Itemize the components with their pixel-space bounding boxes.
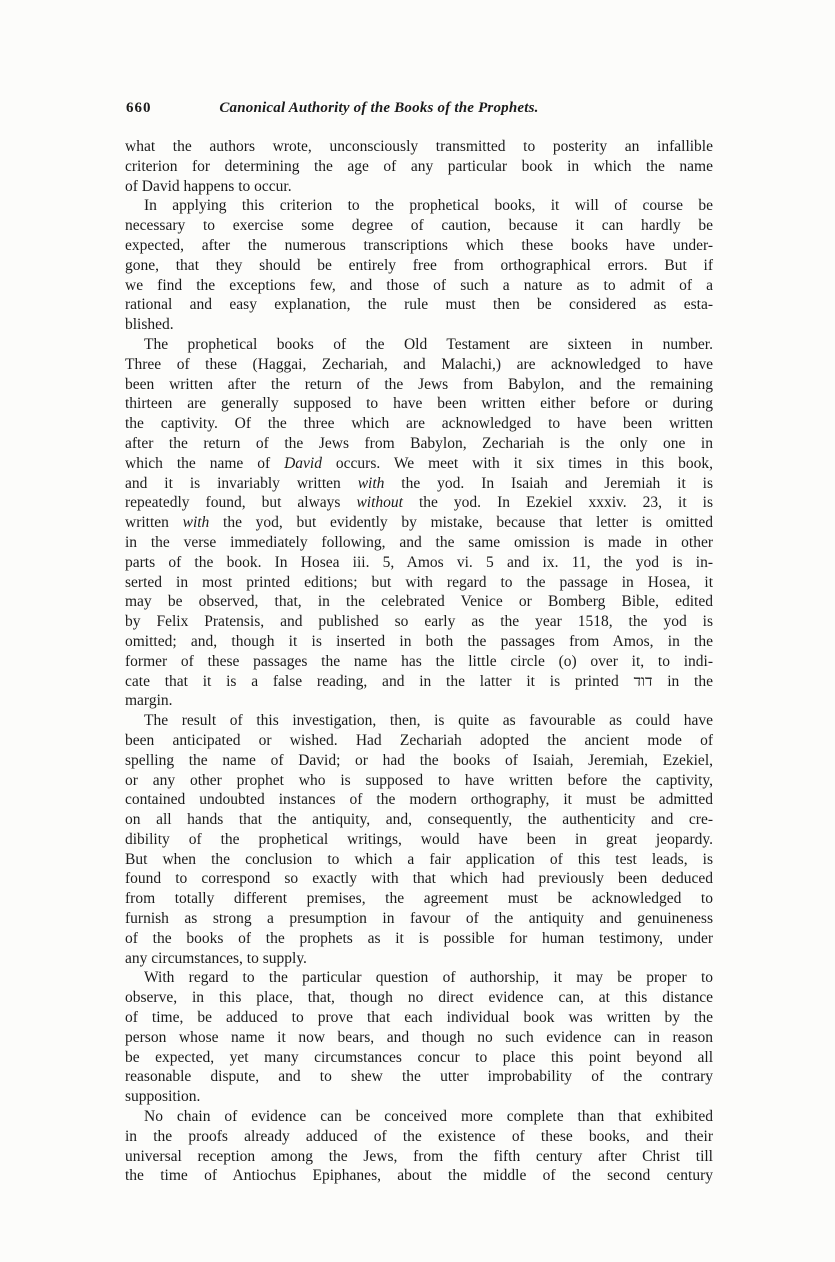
text-line: blished.: [125, 316, 174, 334]
text-line: been anticipated or wished. Had Zechariah adopted the ancient mode of: [125, 731, 713, 749]
text-line: of the books of the prophets as it is possible for human testimony, under: [125, 929, 713, 947]
text-line: been written after the return of the Jews from Babylon, and the remaining: [125, 375, 713, 393]
text-line: in the verse immediately following, and the same omission is made in other: [125, 533, 713, 551]
text-line: from totally different premises, the agreement must be acknowledged to: [125, 890, 713, 908]
text-line: expected, after the numerous transcriptions which these books have under-: [125, 236, 713, 254]
running-title: Canonical Authority of the Books of the Prophets.: [219, 100, 539, 116]
text-line: which the name of David occurs. We meet with it six times in this book,: [125, 454, 714, 472]
text-line: written with the yod, but evidently by mistake, because that letter is omitted: [125, 514, 713, 532]
text-line: thirteen are generally supposed to have been written either before or during: [125, 395, 713, 413]
paragraph: [125, 335, 713, 711]
text-line: rational and easy explanation, the rule must then be considered as esta-: [125, 296, 713, 314]
text-line: furnish as strong a presumption in favour of the antiquity and genuineness: [125, 910, 713, 928]
text-line: and it is invariably written with the yod. In Isaiah and Jeremiah it is: [125, 474, 714, 492]
page-header: [125, 100, 713, 137]
text-line: Three of these (Haggai, Zechariah, and Malachi,) are acknowledged to have: [125, 355, 713, 373]
text-line: the captivity. Of the three which are acknowledged to have been written: [125, 415, 713, 433]
text-line: we find the exceptions few, and those of such a nature as to admit of a: [125, 276, 713, 294]
text-line: The prophetical books of the Old Testament are sixteen in number.: [144, 335, 713, 353]
text-line: spelling the name of David; or had the books of Isaiah, Jeremiah, Ezekiel,: [125, 751, 713, 769]
paragraph: [125, 1107, 713, 1186]
text-line: person whose name it now bears, and though no such evidence can in reason: [125, 1028, 713, 1046]
text-line: found to correspond so exactly with that which had previously been deduced: [125, 870, 713, 888]
paragraph: [125, 711, 713, 968]
text-line: No chain of evidence can be conceived more complete than that exhibited: [144, 1108, 713, 1126]
text-line: reasonable dispute, and to shew the utter improbability of the contrary: [125, 1068, 713, 1086]
text-line: dibility of the prophetical writings, would have been in great jeopardy.: [125, 830, 713, 848]
text-line: With regard to the particular question of authorship, it may be proper to: [144, 969, 713, 987]
paragraph: [125, 196, 713, 335]
text-line: serted in most printed editions; but with regard to the passage in Hosea, it: [125, 573, 713, 591]
text-line: on all hands that the antiquity, and, consequently, the authenticity and cre-: [125, 811, 713, 829]
text-line: omitted; and, though it is inserted in both the passages from Amos, in the: [125, 632, 713, 650]
text-line: margin.: [125, 692, 173, 710]
text-line: may be observed, that, in the celebrated Venice or Bomberg Bible, edited: [125, 593, 713, 611]
text-line: or any other prophet who is supposed to have written before the captivity,: [125, 771, 713, 789]
page-number: 660: [126, 100, 152, 116]
text-line: former of these passages the name has the little circle (o) over it, to indi-: [125, 652, 713, 670]
text-line: parts of the book. In Hosea iii. 5, Amos vi. 5 and ix. 11, the yod is in-: [125, 553, 713, 571]
paragraph: [125, 137, 713, 196]
text-line: any circumstances, to supply.: [125, 949, 307, 967]
text-line: of David happens to occur.: [125, 177, 292, 195]
text-line: criterion for determining the age of any particular book in which the name: [125, 157, 713, 175]
text-line: The result of this investigation, then, is quite as favourable as could have: [144, 712, 713, 730]
text-line: universal reception among the Jews, from the fifth century after Christ till: [125, 1147, 713, 1165]
text-line: after the return of the Jews from Babylon, Zechariah is the only one in: [125, 434, 713, 452]
text-line: repeatedly found, but always without the yod. In Ezekiel xxxiv. 23, it is: [125, 494, 713, 512]
text-line: by Felix Pratensis, and published so early as the year 1518, the yod is: [125, 613, 713, 631]
text-line: what the authors wrote, unconsciously transmitted to posterity an infallible: [125, 138, 713, 155]
text-line: In applying this criterion to the prophetical books, it will of course be: [144, 197, 713, 215]
text-line: be expected, yet many circumstances concur to place this point beyond all: [125, 1048, 713, 1066]
text-line: But when the conclusion to which a fair application of this test leads, is: [125, 850, 713, 868]
text-line: contained undoubted instances of the modern orthography, it must be admitted: [125, 791, 713, 809]
text-line: of time, be adduced to prove that each individual book was written by the: [125, 1009, 713, 1027]
text-line: gone, that they should be entirely free from orthographical errors. But if: [125, 256, 713, 274]
text-block: [125, 100, 713, 1186]
text-line: observe, in this place, that, though no direct evidence can, at this distance: [125, 989, 713, 1007]
text-line: the time of Antiochus Epiphanes, about the middle of the second century: [125, 1167, 713, 1185]
paragraph: [125, 968, 713, 1107]
text-line: cate that it is a false reading, and in the latter it is printed דוד in the: [125, 672, 713, 690]
text-line: in the proofs already adduced of the existence of these books, and their: [125, 1127, 713, 1145]
page-body: [125, 137, 713, 1186]
text-line: supposition.: [125, 1088, 201, 1106]
text-line: necessary to exercise some degree of caution, because it can hardly be: [125, 217, 713, 235]
